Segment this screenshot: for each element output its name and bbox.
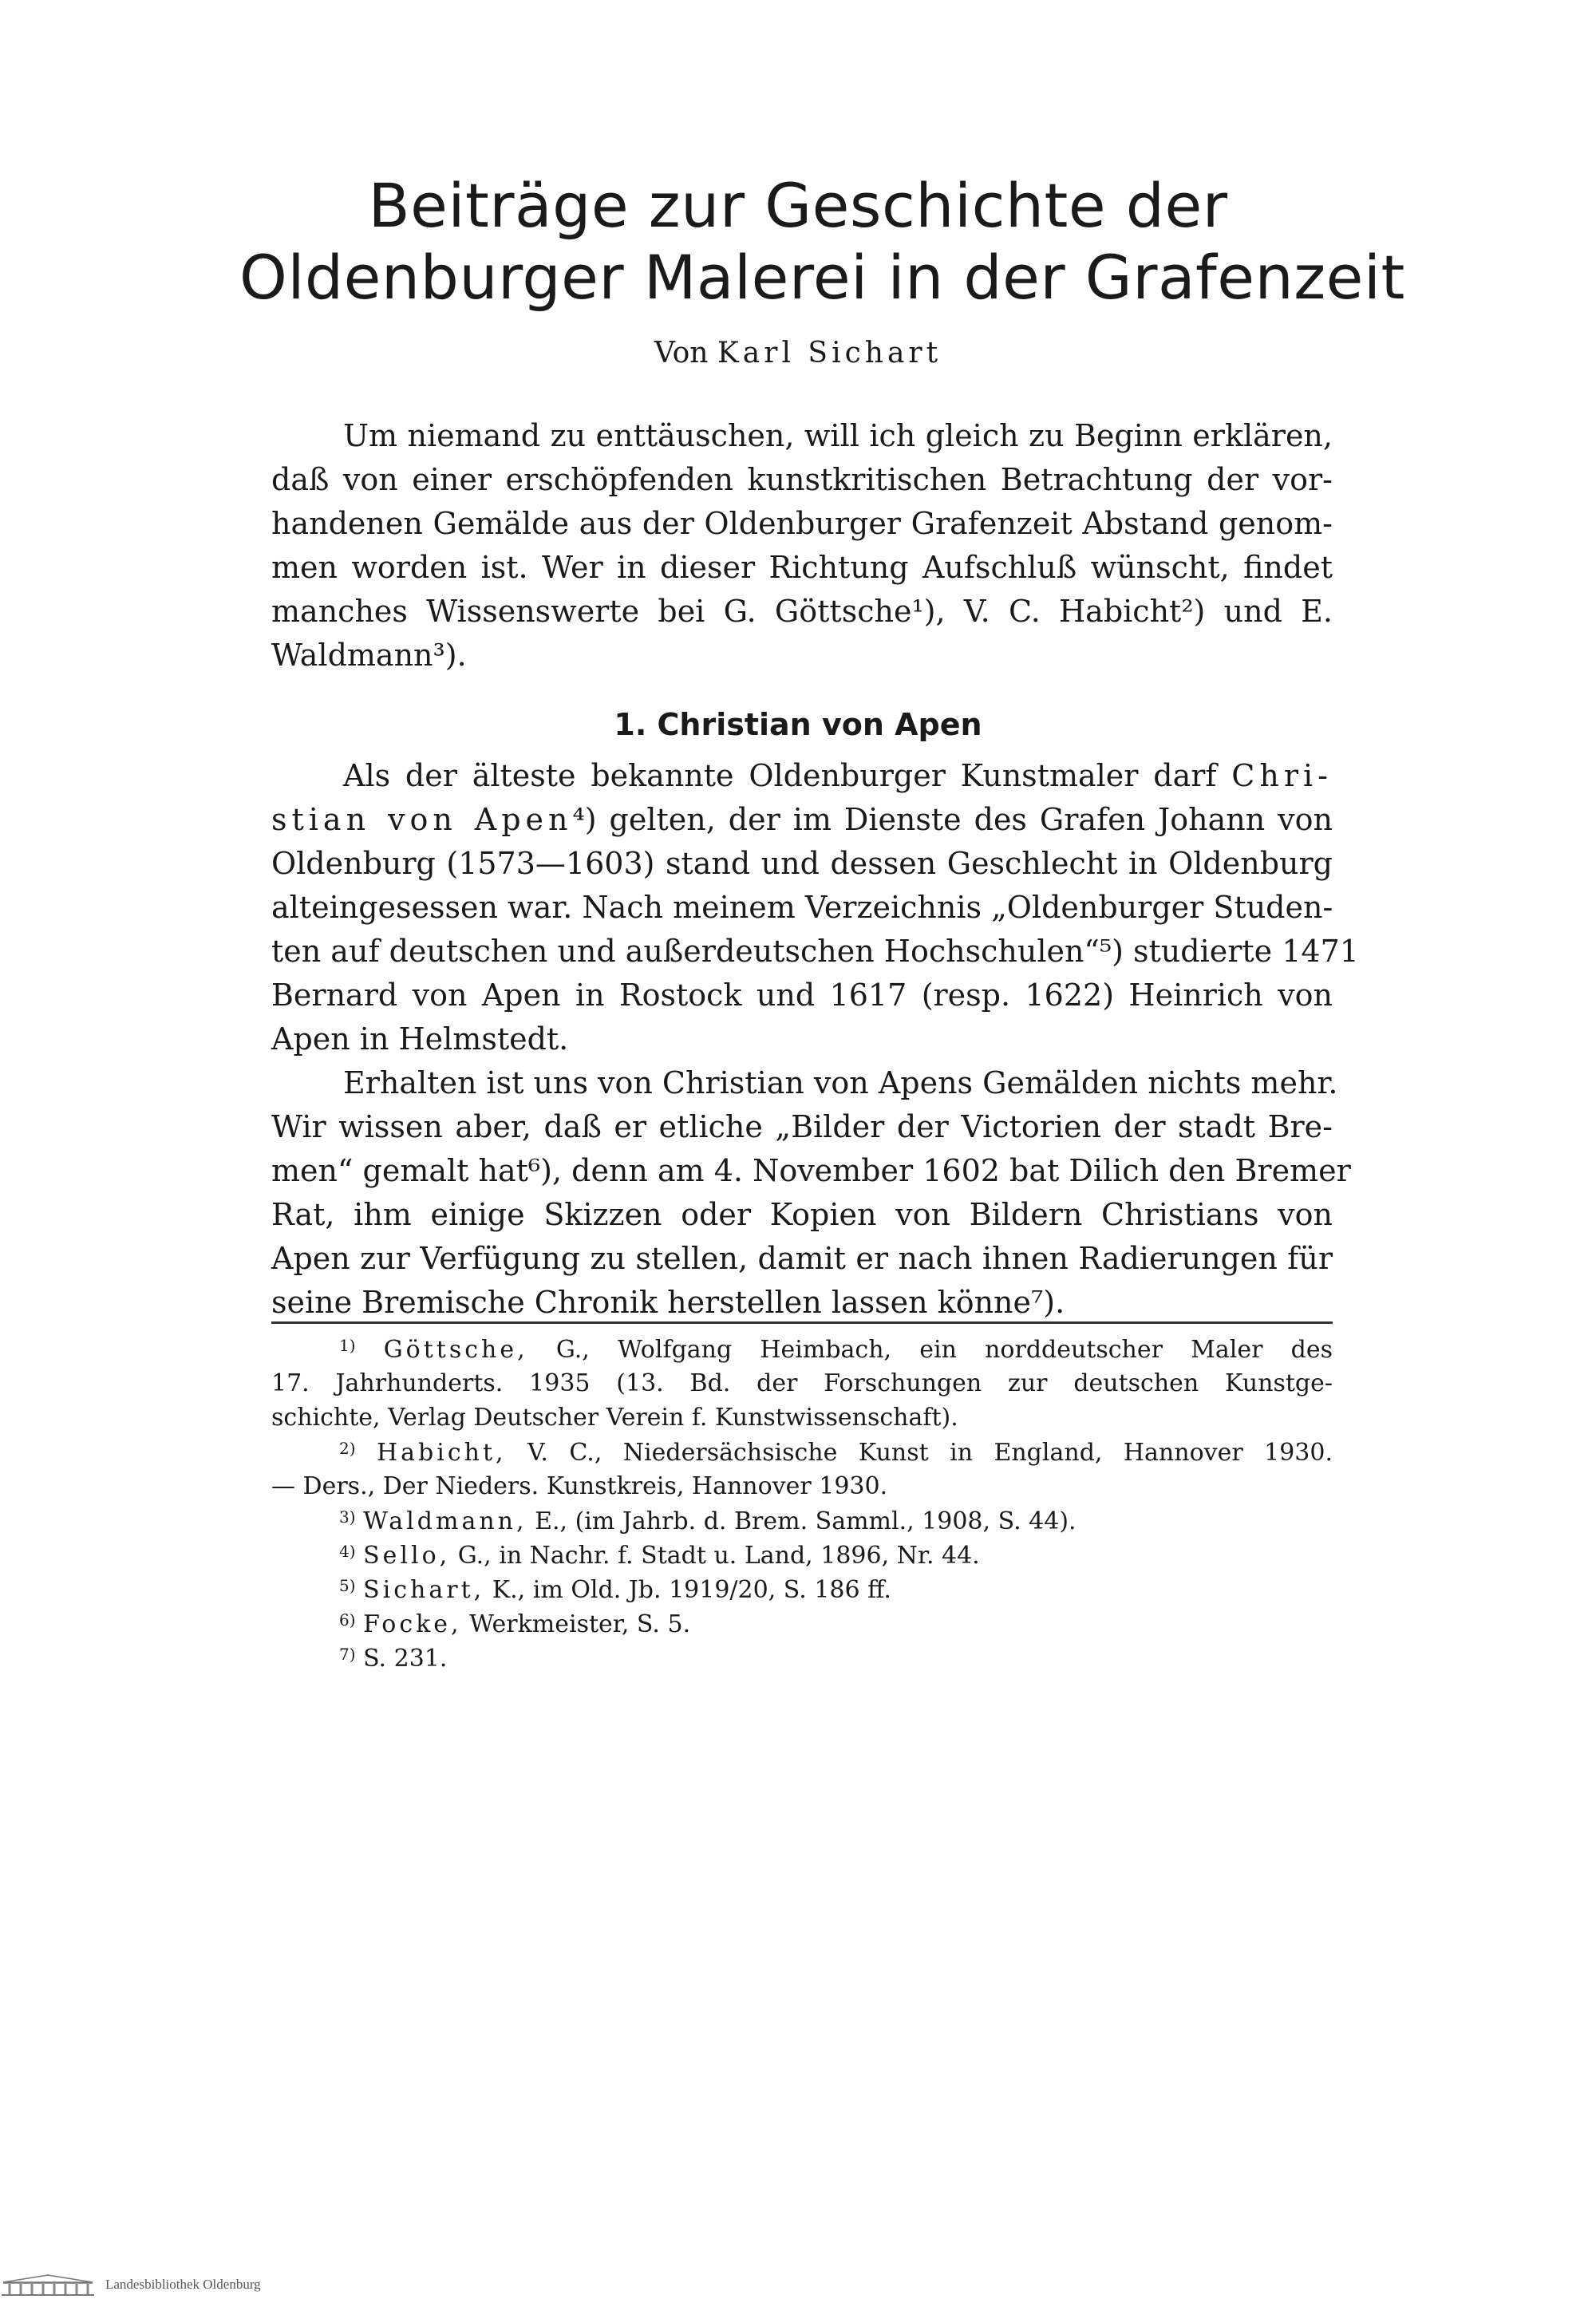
footnote-1-line: 17. Jahrhunderts. 1935 (13. Bd. der Forschungen zur deutschen Kunstge- xyxy=(271,1369,1333,1397)
intro-line: daß von einer erschöpfenden kunstkritischen Betrachtung der vor- xyxy=(271,462,1333,497)
footnote-mark: 6) xyxy=(339,1610,356,1629)
title-line-1: Beiträge zur Geschichte der xyxy=(368,170,1228,241)
library-name: Landesbibliothek Oldenburg xyxy=(105,2277,261,2292)
footnote-1 xyxy=(339,1337,1333,1362)
para2-line: seine Bremische Chronik herstellen lassen könne⁷). xyxy=(271,1285,1065,1320)
byline xyxy=(479,337,1117,369)
para2-line: men“ gemalt hat⁶), denn am 4. November 1602 bat Dilich den Bremer xyxy=(271,1153,1351,1188)
para2-line: Wir wissen aber, daß er etliche „Bilder der Victorien der stadt Bre- xyxy=(271,1109,1333,1144)
title-line-2: Oldenburger Malerei in der Grafenzeit xyxy=(239,242,1405,313)
footnote-mark: 4) xyxy=(339,1542,356,1561)
footnote-text: S. 231. xyxy=(363,1645,448,1673)
footnote-2 xyxy=(339,1440,1333,1465)
spaced-name: stian von Apen xyxy=(271,802,573,837)
footnote-mark: 7) xyxy=(339,1645,356,1664)
footnote-mark: 5) xyxy=(339,1576,356,1595)
author-name: Karl Sichart xyxy=(717,337,942,369)
para1-line: ten auf deutschen und außerdeutschen Hochschulen“⁵) studierte 1471 xyxy=(271,934,1359,969)
footnote-mark: 3) xyxy=(339,1507,356,1527)
library-building-icon xyxy=(0,2273,96,2297)
footnote-author: Waldmann, xyxy=(363,1507,527,1535)
footnote-3 xyxy=(339,1509,1333,1534)
footnote-author: Habicht, xyxy=(376,1439,507,1467)
para1-line: Apen in Helmstedt. xyxy=(271,1021,569,1057)
intro-line: manches Wissenswerte bei G. Göttsche¹), V. C. Habicht²) und E. xyxy=(271,594,1333,629)
intro-line: Um niemand zu enttäuschen, will ich gleich zu Beginn erklären, xyxy=(343,418,1333,453)
footnote-text: G., Wolfgang Heimbach, ein norddeutscher Maler des xyxy=(555,1336,1333,1364)
footnote-6 xyxy=(339,1612,1333,1637)
para1-line-text: Als der älteste bekannte Oldenburger Kunstmaler darf xyxy=(343,758,1217,793)
footnote-mark: 1) xyxy=(339,1336,356,1355)
para1-line xyxy=(271,804,1333,835)
footnote-text: G., in Nachr. f. Stadt u. Land, 1896, Nr. 44. xyxy=(457,1542,980,1570)
footnote-author: Sichart, xyxy=(363,1576,485,1604)
footnote-7 xyxy=(339,1646,1333,1671)
footnote-text: Werkmeister, S. 5. xyxy=(469,1610,691,1638)
para2-line: Erhalten ist uns von Christian von Apens Gemälden nichts mehr. xyxy=(343,1065,1338,1100)
footnote-5 xyxy=(339,1578,1333,1602)
spaced-name: Chri- xyxy=(1231,758,1333,793)
footnote-author: Sello, xyxy=(363,1542,451,1570)
para1-line-text: ⁴) gelten, der im Dienste des Grafen Johann von xyxy=(572,802,1333,837)
footnote-1-line: schichte, Verlag Deutscher Verein f. Kunstwissenschaft). xyxy=(271,1404,958,1432)
footnote-divider xyxy=(271,1321,1333,1324)
para1-line xyxy=(343,760,1333,791)
intro-line: men worden ist. Wer in dieser Richtung Aufschluß wünscht, findet xyxy=(271,550,1333,585)
library-logo xyxy=(0,2271,261,2298)
byline-prefix: Von xyxy=(654,337,709,369)
footnote-4 xyxy=(339,1543,1333,1568)
footnote-text: E., (im Jahrb. d. Brem. Samml., 1908, S. 44). xyxy=(535,1507,1077,1535)
para2-line: Apen zur Verfügung zu stellen, damit er nach ihnen Radierungen für xyxy=(271,1241,1333,1276)
intro-line: Waldmann³). xyxy=(271,638,467,673)
para1-line: Bernard von Apen in Rostock und 1617 (resp. 1622) Heinrich von xyxy=(271,978,1333,1013)
footnote-2-line: — Ders., Der Nieders. Kunstkreis, Hannover 1930. xyxy=(271,1472,888,1500)
section-heading: 1. Christian von Apen xyxy=(614,707,982,742)
intro-line: handenen Gemälde aus der Oldenburger Grafenzeit Abstand genom- xyxy=(271,506,1333,541)
footnote-mark: 2) xyxy=(339,1439,356,1458)
footnote-text: K., im Old. Jb. 1919/20, S. 186 ff. xyxy=(492,1576,891,1604)
para1-line: Oldenburg (1573—1603) stand und dessen Geschlecht in Oldenburg xyxy=(271,846,1333,881)
footnote-author: Göttsche, xyxy=(383,1336,528,1364)
footnote-text: V. C., Niedersächsische Kunst in England, Hannover 1930. xyxy=(527,1439,1333,1467)
para2-line: Rat, ihm einige Skizzen oder Kopien von Bildern Christians von xyxy=(271,1197,1333,1232)
footnote-author: Focke, xyxy=(363,1610,462,1638)
para1-line: alteingesessen war. Nach meinem Verzeichnis „Oldenburger Studen- xyxy=(271,890,1333,925)
